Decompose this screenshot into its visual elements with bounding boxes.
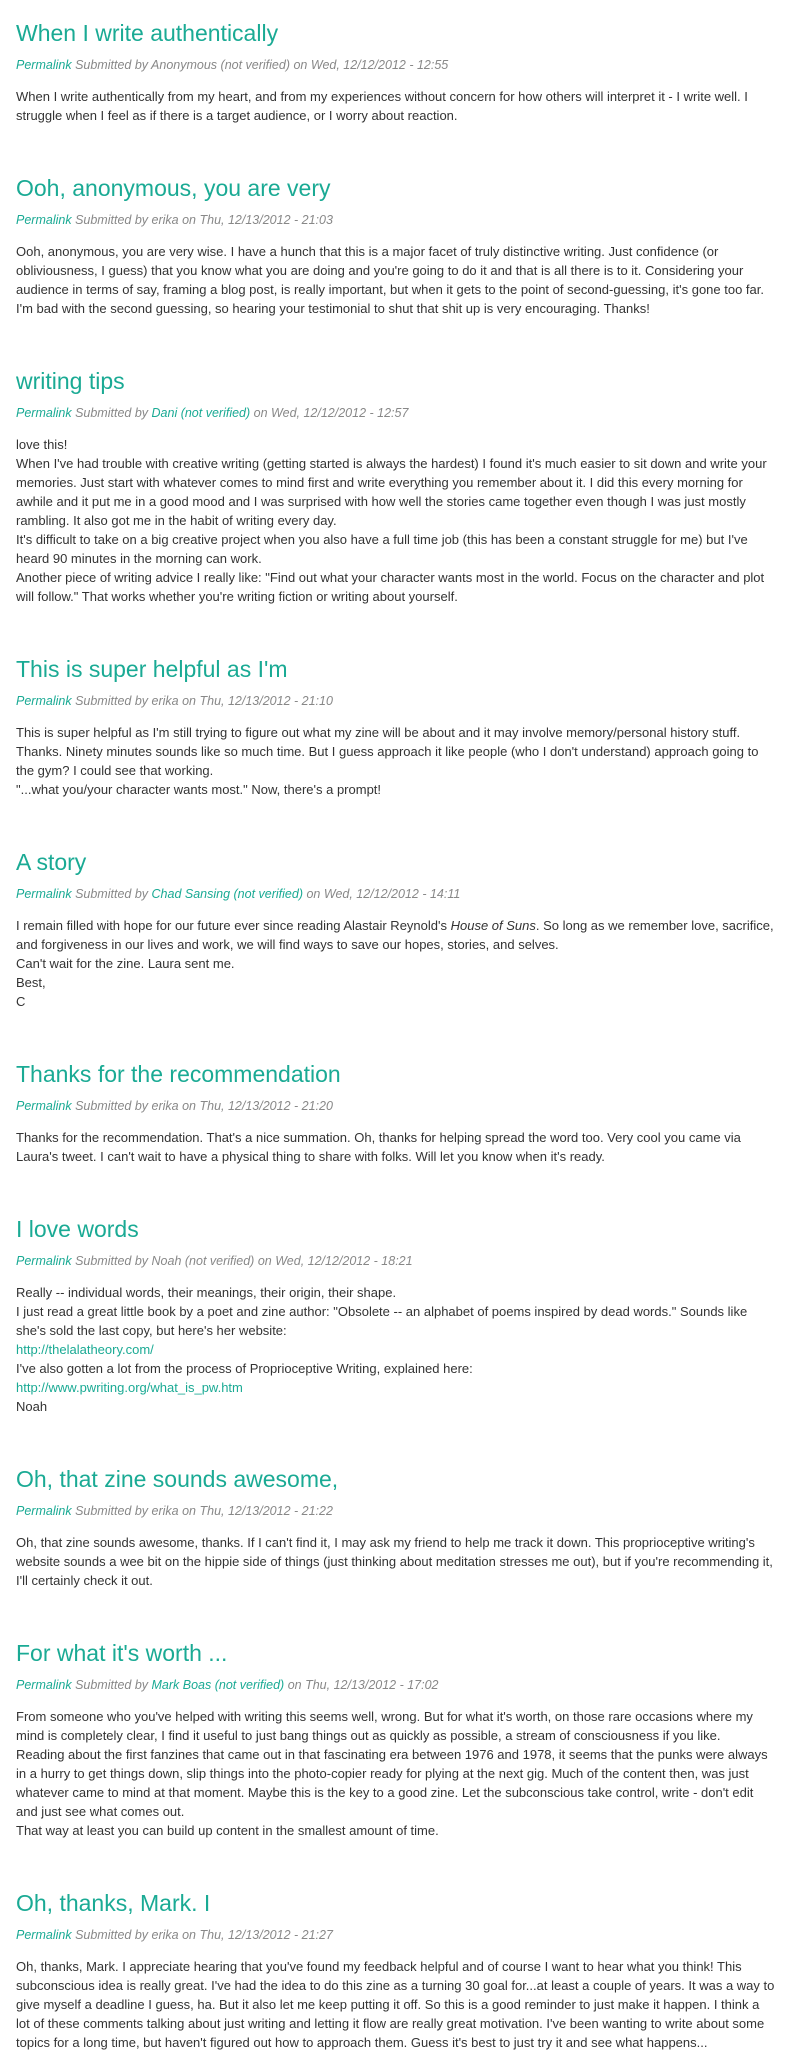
on-label: on bbox=[253, 406, 268, 420]
comment-paragraph: When I write authentically from my heart, and from my experiences without concern for how others will interpret it - I write well. I struggle when I feel as if there is a target audience, or I worry about reaction. bbox=[16, 89, 748, 123]
permalink-link[interactable]: Permalink bbox=[16, 1099, 72, 1113]
comment-paragraph: Oh, thanks, Mark. I appreciate hearing that you've found my feedback helpful and of course I want to hear what you think! This subconscious idea is really great. I've had the idea to do this zine as a turning 30 goal for...at least a couple of years. It was a way to give myself a deadline I guess, ha. But it also let me keep putting it off. So this is a good reminder to just make it happen. I think a lot of these comments talking about just writing and letting it flow are really great motivation. I've been wanting to write about some topics for a long time, but haven't figured out how to approach them. Guess it's best to just try it and see what happens... bbox=[16, 1959, 775, 2050]
comment-paragraph: Oh, that zine sounds awesome, thanks. If I can't find it, I may ask my friend to help me track it down. This proprioceptive writing's website sounds a wee bit on the hippie side of things (just thinking about meditation stresses me out), but if you're recommending it, I'll certainly check it out. bbox=[16, 1535, 773, 1588]
comment-meta bbox=[16, 885, 775, 903]
comment bbox=[16, 1214, 775, 1416]
submitted-by-label: Submitted by bbox=[75, 1254, 149, 1268]
comment bbox=[16, 1464, 775, 1590]
comment-title[interactable]: I love words bbox=[16, 1216, 139, 1242]
on-label: on bbox=[182, 1504, 196, 1518]
comment-author: Noah (not verified) bbox=[151, 1254, 255, 1268]
comment-date: Wed, 12/12/2012 - 18:21 bbox=[275, 1254, 413, 1268]
comment-paragraph bbox=[16, 1340, 775, 1359]
comment-body bbox=[16, 242, 775, 318]
comment-title[interactable]: When I write authentically bbox=[16, 20, 279, 46]
comment-meta bbox=[16, 1926, 775, 1944]
book-title: House of Suns bbox=[450, 918, 536, 933]
permalink-link[interactable]: Permalink bbox=[16, 1928, 72, 1942]
comment-paragraph: Reading about the first fanzines that came out in that fascinating era between 1976 and 1978, it seems that the punks were always in a hurry to get things down, slip things into the photo-copier ready for plying at the next gig. Much of the content then, was just whatever came to mind at that moment. Maybe this is the key to a good zine. Let the subconscious take control, write - don't edit and just see what comes out. bbox=[16, 1747, 768, 1819]
comment-paragraph: Thanks for the recommendation. That's a nice summation. Oh, thanks for helping spread the word too. Very cool you came via Laura's tweet. I can't wait to have a physical thing to share with folks. Will let you know when it's ready. bbox=[16, 1130, 741, 1164]
comment-paragraph: Really -- individual words, their meanings, their origin, their shape. bbox=[16, 1285, 397, 1300]
submitted-by-label: Submitted by bbox=[75, 1099, 149, 1113]
text-fragment: . So long as we remember love, sacrifice, and forgiveness in our lives and work, we will find ways to save our hopes, stories, and selves. bbox=[16, 918, 774, 952]
comment-date: Thu, 12/13/2012 - 21:20 bbox=[199, 1099, 333, 1113]
comment-paragraph: Can't wait for the zine. Laura sent me. bbox=[16, 956, 235, 971]
comment-meta bbox=[16, 1676, 775, 1694]
submitted-by-label: Submitted by bbox=[75, 1504, 149, 1518]
comment-meta bbox=[16, 211, 775, 229]
comment-paragraph: That way at least you can build up content in the smallest amount of time. bbox=[16, 1823, 439, 1838]
comment-paragraph: Another piece of writing advice I really like: "Find out what your character wants most in the world. Focus on the character and plot will follow." That works whether you're writing fiction or writing about yourself. bbox=[16, 570, 765, 604]
comment-date: Thu, 12/13/2012 - 17:02 bbox=[305, 1678, 439, 1692]
comment-paragraph: love this! bbox=[16, 437, 68, 452]
permalink-link[interactable]: Permalink bbox=[16, 1254, 72, 1268]
comment-meta bbox=[16, 404, 775, 422]
comment-paragraph: "...what you/your character wants most." Now, there's a prompt! bbox=[16, 782, 382, 797]
comment-date: Wed, 12/12/2012 - 12:57 bbox=[271, 406, 409, 420]
comment-meta bbox=[16, 1502, 775, 1520]
comment-paragraph: C bbox=[16, 994, 26, 1009]
comment-paragraph bbox=[16, 916, 775, 954]
comment-title[interactable]: For what it's worth ... bbox=[16, 1640, 228, 1666]
on-label: on bbox=[182, 1928, 196, 1942]
comment bbox=[16, 847, 775, 1011]
permalink-link[interactable]: Permalink bbox=[16, 887, 72, 901]
comment-body bbox=[16, 1957, 775, 2052]
comment-body bbox=[16, 723, 775, 799]
comment-author: Anonymous (not verified) bbox=[151, 58, 290, 72]
comment bbox=[16, 173, 775, 318]
on-label: on bbox=[306, 887, 321, 901]
comment-author: erika bbox=[151, 213, 179, 227]
comment-date: Thu, 12/13/2012 - 21:22 bbox=[199, 1504, 333, 1518]
comment-title[interactable]: Ooh, anonymous, you are very bbox=[16, 175, 331, 201]
comment-author-link[interactable]: Dani (not verified) bbox=[151, 406, 251, 420]
comment bbox=[16, 1638, 775, 1840]
comment-body bbox=[16, 1128, 775, 1166]
comment-paragraph: Best, bbox=[16, 975, 46, 990]
comment-author-link[interactable]: Chad Sansing (not verified) bbox=[151, 887, 303, 901]
submitted-by-label: Submitted by bbox=[75, 1928, 149, 1942]
website-link[interactable]: http://www.pwriting.org/what_is_pw.htm bbox=[16, 1380, 243, 1395]
submitted-by-label: Submitted by bbox=[75, 58, 149, 72]
comment-paragraph: Noah bbox=[16, 1399, 48, 1414]
comment-paragraph: I just read a great little book by a poet and zine author: "Obsolete -- an alphabet of poems inspired by dead words." Sounds like she's sold the last copy, but here's her website: bbox=[16, 1304, 748, 1338]
comment bbox=[16, 366, 775, 606]
comment-title[interactable]: writing tips bbox=[16, 368, 125, 394]
comment-paragraph: From someone who you've helped with writing this seems well, wrong. But for what it's worth, on those rare occasions where my mind is completely clear, I find it useful to just bang things out as quickly as possible, a stream of consciousness if you like. bbox=[16, 1709, 753, 1743]
comment-date: Thu, 12/13/2012 - 21:10 bbox=[199, 694, 333, 708]
comment-author: erika bbox=[151, 1504, 179, 1518]
comment-paragraph: I've also gotten a lot from the process of Proprioceptive Writing, explained here: bbox=[16, 1361, 473, 1376]
website-link[interactable]: http://thelalatheory.com/ bbox=[16, 1342, 154, 1357]
comment-paragraph: When I've had trouble with creative writing (getting started is always the hardest) I found it's much easier to sit down and write your memories. Just start with whatever comes to mind first and write everything you remember about it. I did this every morning for awhile and it put me in a good mood and I was surprised with how well the stories came together even though I was just mostly rambling. It also got me in the habit of writing every day. bbox=[16, 456, 767, 528]
on-label: on bbox=[257, 1254, 272, 1268]
comment-body bbox=[16, 1533, 775, 1590]
submitted-by-label: Submitted by bbox=[75, 887, 149, 901]
comment-title[interactable]: Oh, thanks, Mark. I bbox=[16, 1890, 211, 1916]
comment-body bbox=[16, 435, 775, 606]
comment-title[interactable]: A story bbox=[16, 849, 87, 875]
permalink-link[interactable]: Permalink bbox=[16, 213, 72, 227]
submitted-by-label: Submitted by bbox=[75, 1678, 149, 1692]
comment-title[interactable]: This is super helpful as I'm bbox=[16, 656, 288, 682]
text-fragment: I remain filled with hope for our future ever since reading Alastair Reynold's bbox=[16, 918, 451, 933]
comment-author: erika bbox=[151, 1099, 179, 1113]
comment-body bbox=[16, 1283, 775, 1416]
permalink-link[interactable]: Permalink bbox=[16, 1678, 72, 1692]
comment-meta bbox=[16, 1097, 775, 1115]
comment-meta bbox=[16, 1252, 775, 1270]
comment-author-link[interactable]: Mark Boas (not verified) bbox=[151, 1678, 285, 1692]
submitted-by-label: Submitted by bbox=[75, 694, 149, 708]
comment-paragraph: Ooh, anonymous, you are very wise. I have a hunch that this is a major facet of truly distinctive writing. Just confidence (or obliviousness, I guess) that you know what you are doing and you're going to do it and that is all there is to it. Considering your audience in terms of say, framing a blog post, is really important, but when it gets to the point of second-guessing, it's gone too far. I'm bad with the second guessing, so hearing your testimonial to shut that shit up is very encouraging. Thanks! bbox=[16, 244, 764, 316]
permalink-link[interactable]: Permalink bbox=[16, 694, 72, 708]
comment-body bbox=[16, 916, 775, 1011]
on-label: on bbox=[287, 1678, 302, 1692]
comment-paragraph bbox=[16, 1378, 775, 1397]
comment-date: Thu, 12/13/2012 - 21:27 bbox=[199, 1928, 333, 1942]
on-label: on bbox=[293, 58, 308, 72]
permalink-link[interactable]: Permalink bbox=[16, 1504, 72, 1518]
comment-date: Thu, 12/13/2012 - 21:03 bbox=[199, 213, 333, 227]
comment bbox=[16, 654, 775, 799]
comment-paragraph: It's difficult to take on a big creative project when you also have a full time job (this has been a constant struggle for me) but I've heard 90 minutes in the morning can work. bbox=[16, 532, 748, 566]
comment-body bbox=[16, 1707, 775, 1840]
permalink-link[interactable]: Permalink bbox=[16, 58, 72, 72]
comment-author: erika bbox=[151, 1928, 179, 1942]
comment-date: Wed, 12/12/2012 - 12:55 bbox=[310, 58, 449, 72]
comment bbox=[16, 18, 775, 125]
comment bbox=[16, 1059, 775, 1166]
comment-date: Wed, 12/12/2012 - 14:11 bbox=[323, 887, 461, 901]
submitted-by-label: Submitted by bbox=[75, 406, 149, 420]
on-label: on bbox=[182, 694, 196, 708]
comment bbox=[16, 1888, 775, 2052]
submitted-by-label: Submitted by bbox=[75, 213, 149, 227]
comment-title[interactable]: Oh, that zine sounds awesome, bbox=[16, 1466, 339, 1492]
comment-title[interactable]: Thanks for the recommendation bbox=[16, 1061, 341, 1087]
comment-body bbox=[16, 87, 775, 125]
comment-meta bbox=[16, 56, 775, 74]
permalink-link[interactable]: Permalink bbox=[16, 406, 72, 420]
comment-paragraph: This is super helpful as I'm still trying to figure out what my zine will be about and it may involve memory/personal history stuff. Thanks. Ninety minutes sounds like so much time. But I guess approach it like people (who I don't understand) approach going to the gym? I could see that working. bbox=[16, 725, 759, 778]
on-label: on bbox=[182, 213, 196, 227]
on-label: on bbox=[182, 1099, 196, 1113]
comment-meta bbox=[16, 692, 775, 710]
comment-author: erika bbox=[151, 694, 179, 708]
